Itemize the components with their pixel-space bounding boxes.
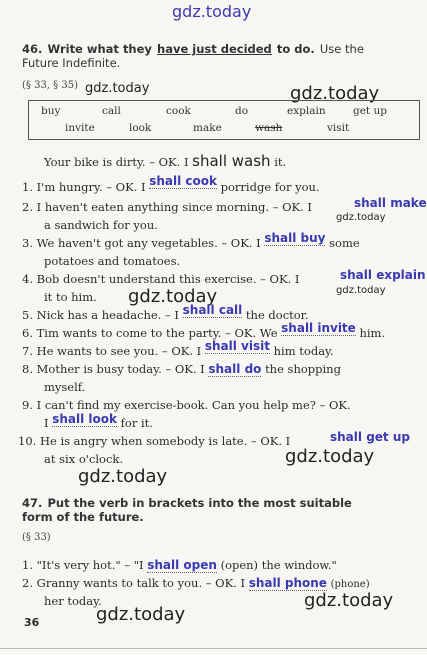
example-text: it. <box>274 155 287 169</box>
word-box-item: visit <box>327 122 350 134</box>
item-answer: shall do <box>208 362 262 376</box>
word-box-item-crossed: wash <box>255 122 283 134</box>
word-box-item: buy <box>41 105 61 117</box>
grammar-reference: (§ 33) <box>22 532 51 543</box>
item-text: Bob doesn't understand this exercise. – OK. I <box>36 272 300 286</box>
exercise-item-1 <box>22 174 320 195</box>
item-answer: shall cook <box>149 174 217 188</box>
word-box-item: call <box>102 105 121 117</box>
item-answer: shall invite <box>281 321 356 335</box>
item-text: the shopping <box>265 362 341 376</box>
item-continuation: it to him. <box>44 290 97 304</box>
item-number: 1. <box>22 558 33 572</box>
item-answer: shall buy <box>264 231 326 245</box>
word-box-item: make <box>193 122 222 134</box>
word-box-item: invite <box>65 122 95 134</box>
item-text: the doctor. <box>245 308 309 322</box>
item-number: 2. <box>22 200 33 214</box>
item-number: 2. <box>22 576 33 590</box>
watermark: gdz.today <box>336 285 386 296</box>
exercise-47-item-2 <box>22 576 370 591</box>
item-continuation <box>44 412 153 431</box>
item-text: Tim wants to come to the party. – OK. We <box>36 326 278 340</box>
item-text: porridge for you. <box>220 180 320 194</box>
item-number: 9. <box>22 398 33 412</box>
exercise-item-2 <box>22 200 312 214</box>
item-text: I'm hungry. – OK. I <box>36 180 146 194</box>
heading-text: Use the <box>319 42 364 56</box>
item-text: Granny wants to talk to you. – OK. I <box>36 576 246 590</box>
exercise-item-9 <box>22 398 351 412</box>
exercise-item-10 <box>18 434 290 448</box>
item-answer: shall get up <box>330 430 410 444</box>
exercise-47-item-1 <box>22 558 337 573</box>
bottom-rule <box>0 648 427 649</box>
exercise-item-6 <box>22 321 386 341</box>
exercise-item-4 <box>22 272 299 286</box>
item-continuation: her today. <box>44 594 102 608</box>
item-text: (open) the window." <box>220 558 337 572</box>
heading-text: Write what they <box>47 42 152 56</box>
item-text: He wants to see you. – OK. I <box>36 344 202 358</box>
item-text: "It's very hot." – "I <box>36 558 144 572</box>
exercise-46-heading-line2: Future Indefinite. <box>22 56 121 70</box>
exercise-item-5 <box>22 303 309 323</box>
item-text: He is angry when somebody is late. – OK. I <box>39 434 291 448</box>
exercise-47-heading-line2: form of the future. <box>22 510 144 524</box>
item-text: him. <box>359 326 386 340</box>
word-box-item: explain <box>287 105 326 117</box>
item-continuation: a sandwich for you. <box>44 218 158 232</box>
exercise-47-heading <box>22 492 352 511</box>
watermark: gdz.today <box>85 81 150 96</box>
watermark: gdz.today <box>96 604 186 625</box>
watermark: gdz.today <box>172 2 252 21</box>
example-text: Your bike is dirty. – OK. I <box>44 155 189 169</box>
word-box-item: get up <box>353 105 387 117</box>
item-continuation: at six o'clock. <box>44 452 124 466</box>
item-text: him today. <box>273 344 334 358</box>
item-answer: shall visit <box>204 339 270 353</box>
watermark: gdz.today <box>285 446 375 467</box>
item-text: We haven't got any vegetables. – OK. I <box>36 236 261 250</box>
item-answer: shall explain <box>340 268 426 282</box>
watermark: gdz.today <box>290 83 380 104</box>
item-answer: shall call <box>182 303 243 317</box>
item-answer: shall open <box>147 558 217 572</box>
item-text: (phone) <box>330 579 370 590</box>
heading-text: Put the verb in brackets into the most suitable <box>47 496 352 510</box>
item-number: 7. <box>22 344 33 358</box>
item-number: 8. <box>22 362 33 376</box>
item-answer: shall phone <box>248 576 327 590</box>
item-number: 3. <box>22 236 33 250</box>
exercise-item-7 <box>22 339 334 359</box>
watermark: gdz.today <box>128 286 218 307</box>
item-text: Mother is busy today. – OK. I <box>36 362 205 376</box>
exercise-item-8 <box>22 362 341 377</box>
word-box-item: do <box>235 105 249 117</box>
item-text: I <box>44 416 49 430</box>
word-box-item: cook <box>166 105 191 117</box>
example-answer: shall wash <box>192 152 271 170</box>
item-text: I can't find my exercise-book. Can you help me? – OK. <box>36 398 351 412</box>
exercise-46-heading <box>22 38 364 57</box>
heading-underlined: have just decided <box>157 42 272 56</box>
item-text: for it. <box>120 416 153 430</box>
item-number: 4. <box>22 272 33 286</box>
exercise-number: 46. <box>22 42 43 56</box>
item-text: some <box>329 236 360 250</box>
item-number: 1. <box>22 180 33 194</box>
item-number: 6. <box>22 326 33 340</box>
item-number: 5. <box>22 308 33 322</box>
grammar-reference: (§ 33, § 35) <box>22 80 78 91</box>
word-box-item: look <box>129 122 152 134</box>
item-continuation: myself. <box>44 380 86 394</box>
exercise-number: 47. <box>22 496 43 510</box>
item-answer: shall look <box>52 412 117 426</box>
exercise-item-3 <box>22 231 360 251</box>
page-number: 36 <box>24 616 40 629</box>
item-text: Nick has a headache. – I <box>36 308 179 322</box>
item-answer: shall make <box>354 196 427 210</box>
heading-text: to do. <box>276 42 315 56</box>
item-text: I haven't eaten anything since morning. – OK. I <box>36 200 312 214</box>
watermark: gdz.today <box>336 212 386 223</box>
example-sentence <box>44 152 286 170</box>
word-box <box>28 100 420 140</box>
item-number: 10. <box>18 434 37 448</box>
item-continuation: potatoes and tomatoes. <box>44 254 181 268</box>
watermark: gdz.today <box>304 590 394 611</box>
watermark: gdz.today <box>78 466 168 487</box>
